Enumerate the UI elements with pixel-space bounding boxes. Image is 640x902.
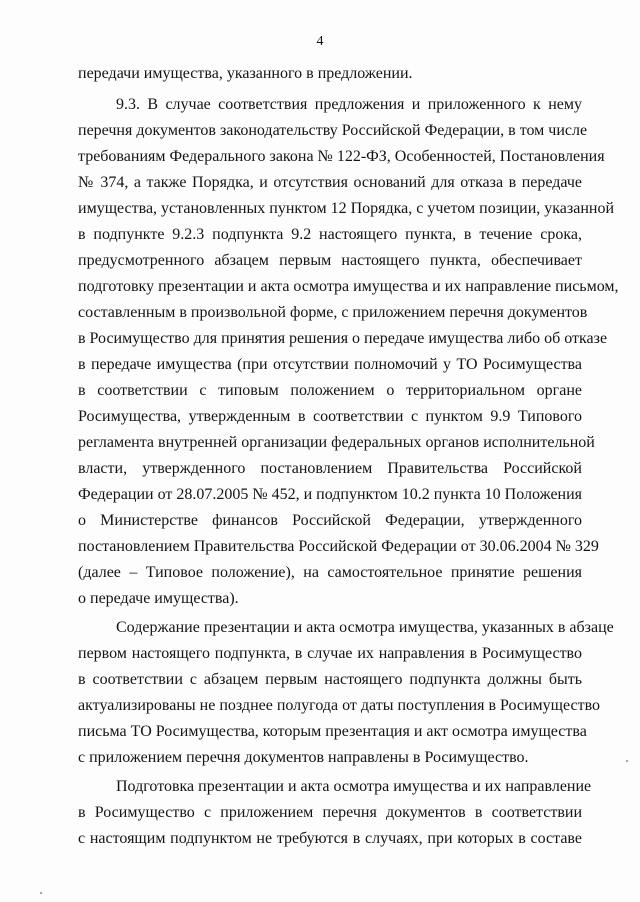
text-line: Подготовка презентации и акта осмотра имущества и их направление [116,778,592,795]
text-line: передачи имущества, указанного в предложении. [78,65,413,82]
text-line: письма ТО Росимущества, которым презентация и акт осмотра имущества [78,723,587,740]
text-line: власти, утвержденного постановлением Правительства Российской [78,460,582,477]
text-line: в передаче имущества (при отсутствии полномочий у ТО Росимущества [78,356,582,373]
text-line: подготовку презентации и акта осмотра имущества и их направление письмом, [78,278,619,295]
text-line: о передаче имущества). [78,590,239,607]
text-line: с приложением перечня документов направлены в Росимущество. [78,749,529,766]
text-line: предусмотренного абзацем первым настоящего пункта, обеспечивает [78,252,582,269]
text-line: актуализированы не позднее полугода от даты поступления в Росимущество [78,697,601,714]
scan-speck [40,892,42,894]
text-line: в подпункте 9.2.3 подпункта 9.2 настоящего пункта, в течение срока, [78,226,582,243]
text-line: постановлением Правительства Российской Федерации от 30.06.2004 № 329 [78,538,599,555]
text-line: о Министерстве финансов Российской Федерации, утвержденного [78,512,582,529]
text-line: (далее – Типовое положение), на самостоятельное принятие решения [78,564,582,581]
text-line: Росимущества, утвержденным в соответствии с пунктом 9.9 Типового [78,408,582,425]
text-line: в соответствии с абзацем первым настоящего подпункта должны быть [78,671,582,688]
text-line: составленным в произвольной форме, с приложением перечня документов [78,304,588,321]
text-line: Федерации от 28.07.2005 № 452, и подпунктом 10.2 пункта 10 Положения [78,486,583,503]
text-line: первом настоящего подпункта, в случае их направления в Росимущество [78,645,582,662]
text-line: имущества, установленных пунктом 12 Порядка, с учетом позиции, указанной [78,200,615,217]
text-line: в Росимущество с приложением перечня документов в соответствии [78,804,582,821]
text-line: 9.3. В случае соответствия предложения и приложенного к нему [116,96,582,113]
text-line: Содержание презентации и акта осмотра имущества, указанных в абзаце [116,619,614,636]
page-number: 4 [316,34,324,49]
text-line: регламента внутренней организации федеральных органов исполнительной [78,434,595,451]
text-line: в Росимущество для принятия решения о передаче имущества либо об отказе [78,330,608,347]
text-line: с настоящим подпунктом не требуются в случаях, при которых в составе [78,830,582,847]
text-line: № 374, а также Порядка, и отсутствия оснований для отказа в передаче [78,174,582,191]
text-line: в соответствии с типовым положением о территориальном органе [78,382,582,399]
text-line: перечня документов законодательству Российской Федерации, в том числе [78,122,588,139]
scan-speck [626,760,628,762]
text-line: требованиям Федерального закона № 122-ФЗ, Особенностей, Постановления [78,148,605,165]
